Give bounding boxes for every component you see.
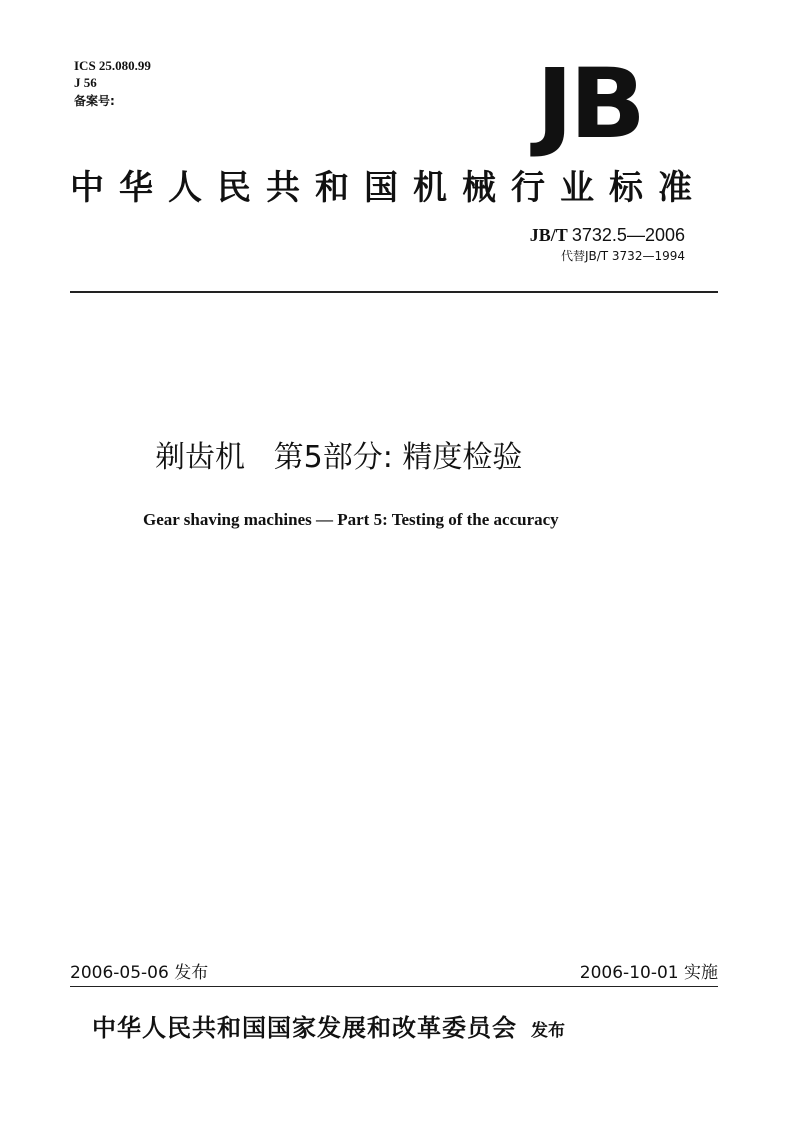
document-title-cn: 剃齿机 第5部分: 精度检验 <box>155 440 523 475</box>
standard-number-prefix: JB/T <box>529 225 568 245</box>
record-number-label: 备案号: <box>74 94 115 108</box>
issuing-authority <box>92 1012 565 1047</box>
standard-type-title: 中华人民共和国机械行业标准 <box>70 168 707 208</box>
footer-divider <box>70 986 718 987</box>
issuer-suffix: 发布 <box>531 1021 565 1041</box>
standard-number <box>530 225 685 245</box>
classification-code: J 56 <box>74 75 97 90</box>
standard-number-value: 3732.5—2006 <box>571 225 685 245</box>
header-divider <box>70 291 718 293</box>
jb-logo: JB <box>536 48 642 160</box>
ics-code: ICS 25.080.99 <box>74 58 151 73</box>
issuer-name: 中华人民共和国国家发展和改革委员会 <box>92 1014 517 1042</box>
document-title-en: Gear shaving machines — Part 5: Testing of the accuracy <box>143 510 559 529</box>
replaces-standard: 代替JB/T 3732—1994 <box>560 249 685 263</box>
publish-date: 2006-05-06 发布 <box>70 963 209 983</box>
implement-date: 2006-10-01 实施 <box>579 963 718 983</box>
